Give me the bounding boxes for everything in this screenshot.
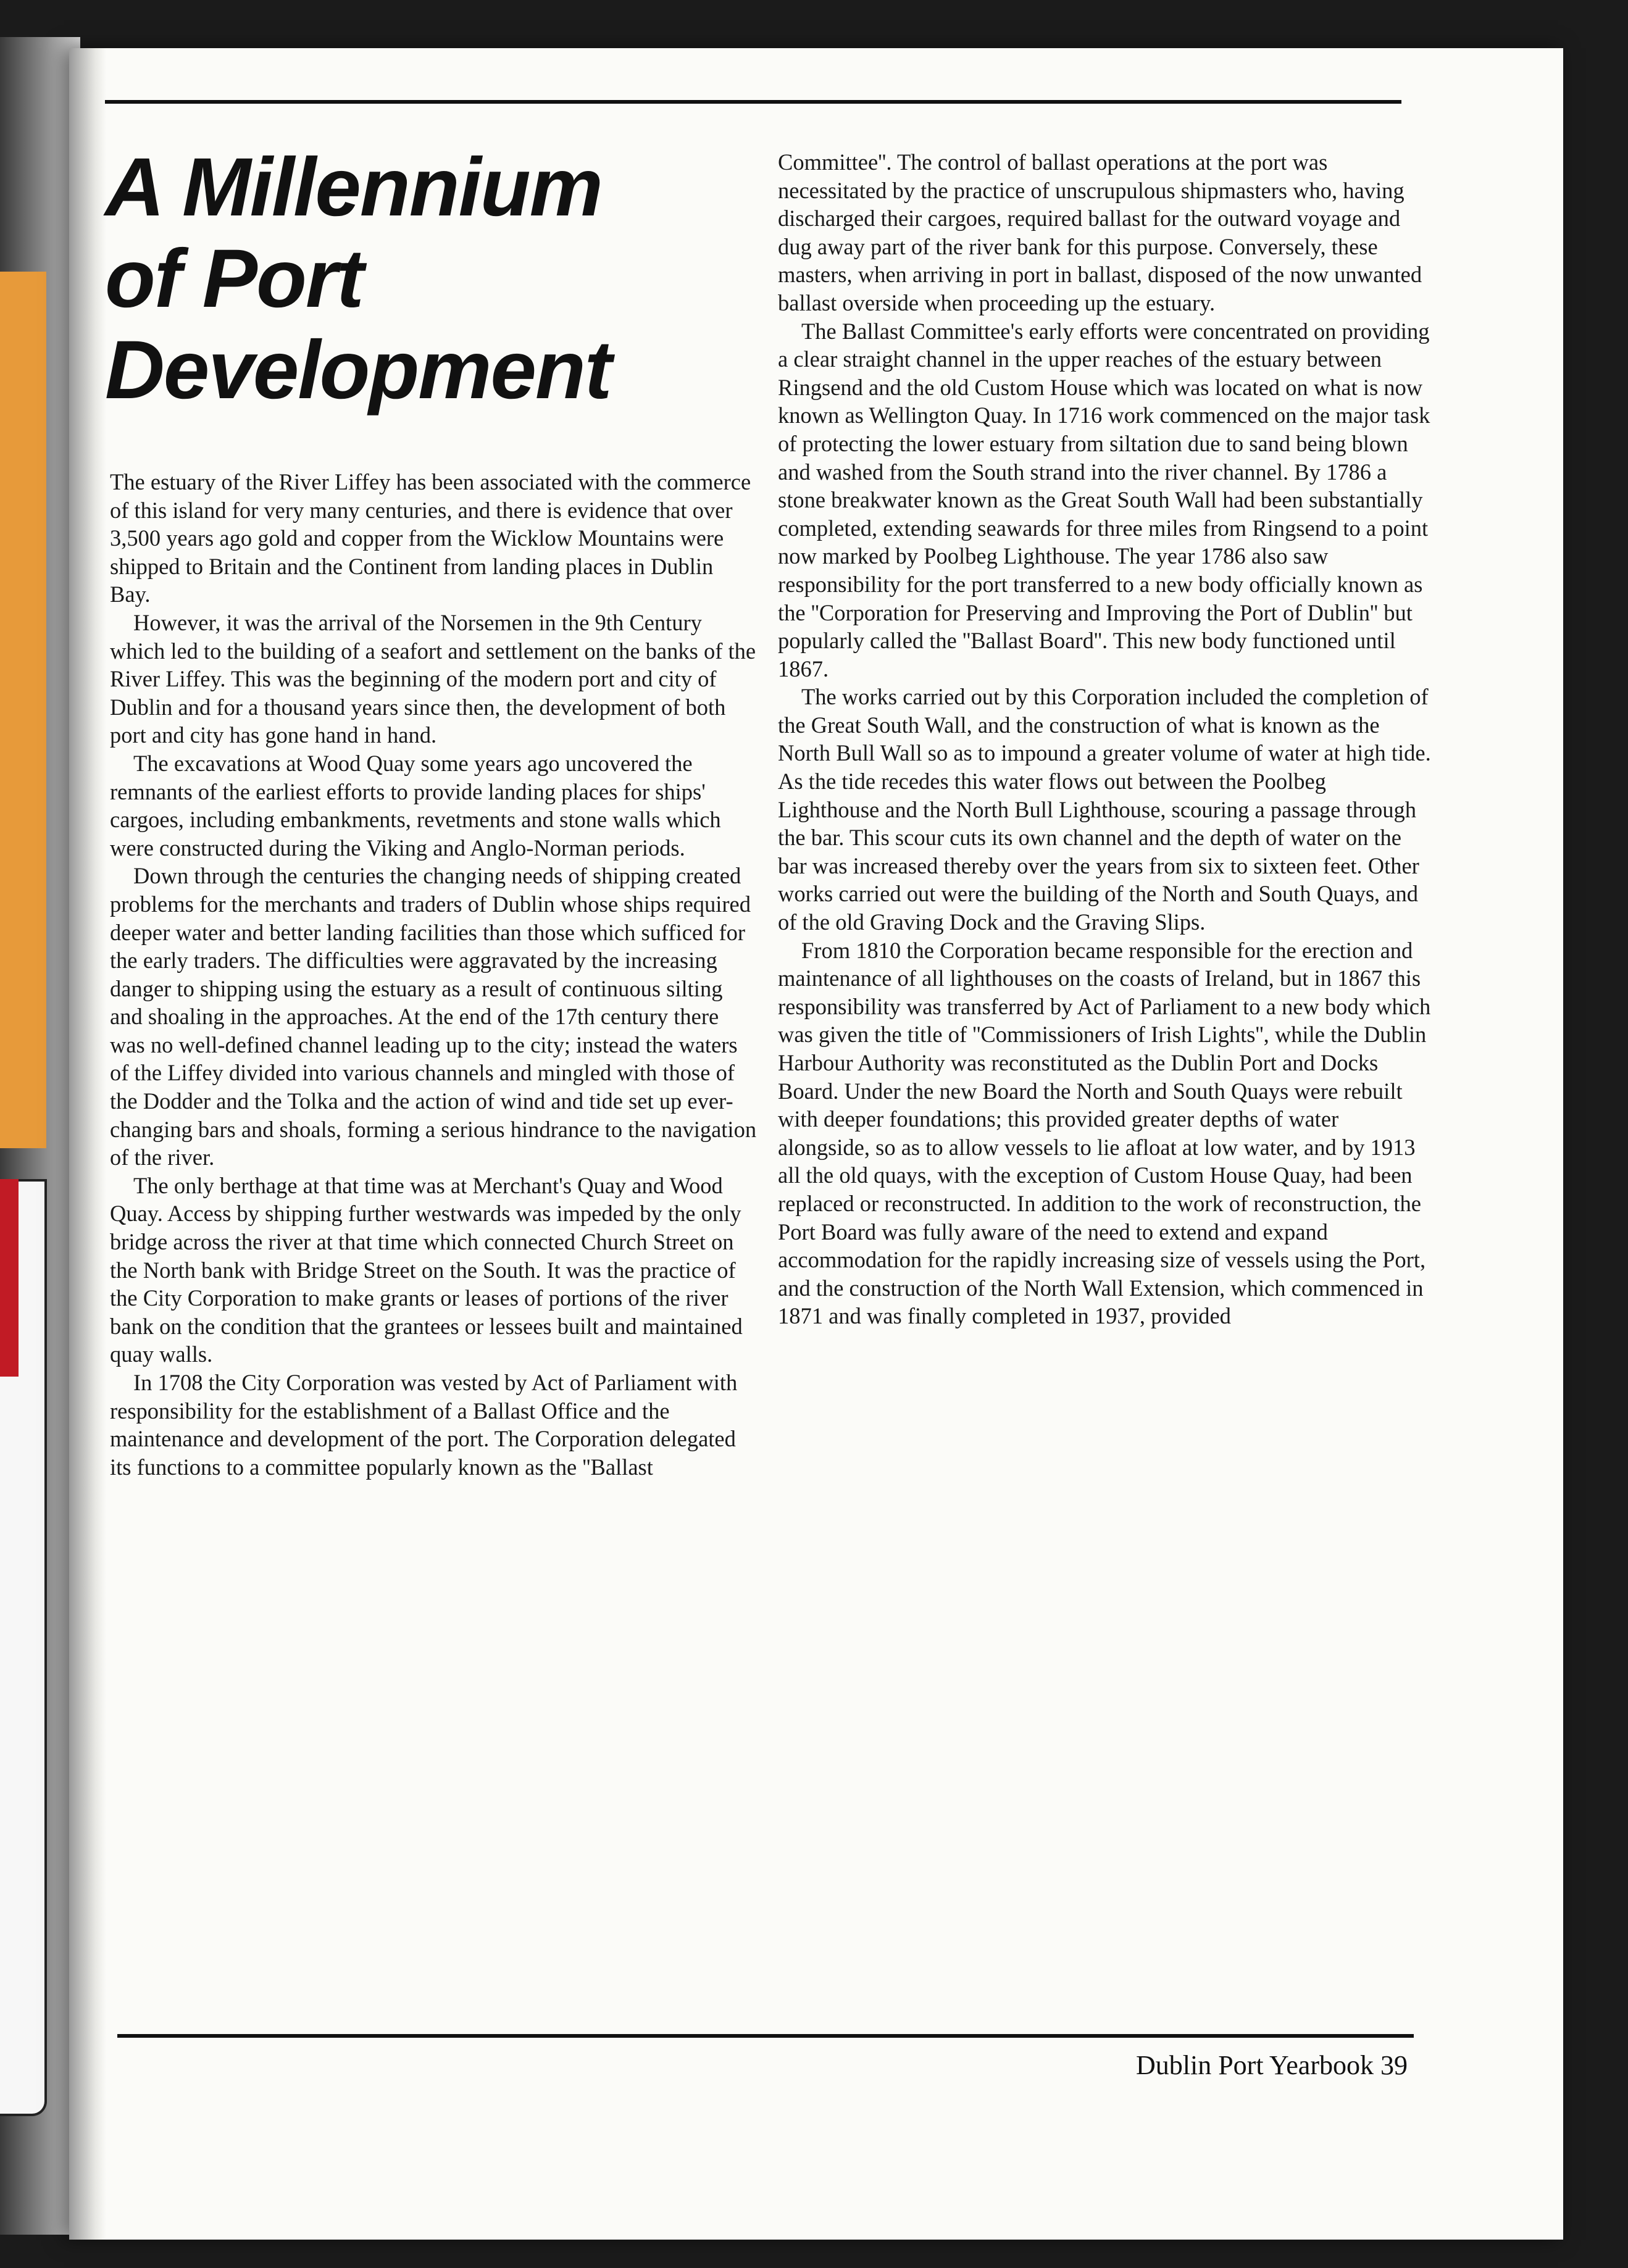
- page-footer: Dublin Port Yearbook 39: [1135, 2050, 1408, 2080]
- paragraph: From 1810 the Corporation became responsible for the erection and maintenance of all lighthouses on the coasts of Ireland, but in 1867 this responsibility was transferred by Act of Parliament to a new body which was given the title of ''Commissioners of Irish Lights'', while the Dublin Harbour Authority was reconstituted as the Dublin Port and Docks Board. Under the new Board the North and South Quays were rebuilt with deeper foundations; this provided greater depths of water alongside, so as to allow vessels to lie afloat at low water, and by 1913 all the old quays, with the exception of Custom House Quay, had been replaced or reconstructed. In addition to the work of reconstruction, the Port Board was fully aware of the need to extend and expand accommodation for the rapidly increasing size of vessels using the Port, and the construction of the North Wall Extension, which commenced in 1871 and was finally completed in 1937, provided: [778, 937, 1431, 1329]
- paragraph: However, it was the arrival of the Norsemen in the 9th Century which led to the building of a seafort and settlement on the banks of the River Liffey. This was the beginning of the modern port and city of Dublin and for a thousand years since then, the development of both port and city has gone hand in hand.: [110, 609, 756, 748]
- adjacent-page-red-tab: [0, 1179, 19, 1377]
- paragraph: The only berthage at that time was at Merchant's Quay and Wood Quay. Access by shipping further westwards was impeded by the only bridge across the river at that time which connected Church Street on the North bank with Bridge Street on the South. It was the practice of the City Corporation to make grants or leases of portions of the river bank on the condition that the grantees or lessees built and maintained quay walls.: [110, 1172, 743, 1367]
- title-line-2: of Port: [105, 233, 363, 325]
- article-title: [105, 142, 815, 416]
- right-text-column: [778, 148, 1432, 1330]
- paragraph: Down through the centuries the changing needs of shipping created problems for the merchants and traders of Dublin whose ships required deeper water and better landing facilities than those which sufficed for the early traders. The difficulties were aggravated by the increasing danger to shipping using the estuary as a result of continuous silting and shoaling in the approaches. At the end of the 17th century there was no well-defined channel leading up to the city; instead the waters of the Liffey divided into various channels and mingled with those of the Dodder and the Tolka and the action of wind and tide set up ever-changing bars and shoals, forming a serious hindrance to the navigation of the river.: [110, 863, 757, 1170]
- paragraph: Committee''. The control of ballast operations at the port was necessitated by the practice of unscrupulous shipmasters who, having discharged their cargoes, required ballast for the outward voyage and dug away part of the river bank for this purpose. Conversely, these masters, when arriving in port in ballast, disposed of the now unwanted ballast overside when proceeding up the estuary.: [778, 149, 1422, 315]
- paragraph: The works carried out by this Corporation included the completion of the Great South Wall, and the construction of what is known as the North Bull Wall so as to impound a greater volume of water at high tide. As the tide recedes this water flows out between the Poolbeg Lighthouse and the North Bull Lighthouse, scouring a passage through the bar. This scour cuts its own channel and the depth of water on the bar was increased thereby over the years from six to sixteen feet. Other works carried out were the building of the North and South Quays, and of the old Graving Dock and the Graving Slips.: [778, 684, 1431, 935]
- bottom-rule: [117, 2034, 1414, 2038]
- title-line-1: A Millennium: [105, 141, 602, 233]
- title-line-3: Development: [105, 324, 611, 416]
- page-spine-shadow: [69, 48, 106, 2240]
- paragraph: In 1708 the City Corporation was vested by Act of Parliament with responsibility for the establishment of a Ballast Office and the maintenance and development of the port. The Corporation delegated its functions to a committee popularly known as the ''Ballast: [110, 1370, 738, 1480]
- paragraph: The estuary of the River Liffey has been associated with the commerce of this island for very many centuries, and there is evidence that over 3,500 years ago gold and copper from the Wicklow Mountains were shipped to Britain and the Continent from landing places in Dublin Bay.: [110, 469, 751, 607]
- adjacent-page-edge: [0, 37, 80, 2235]
- paragraph: The excavations at Wood Quay some years ago uncovered the remnants of the earliest efforts to provide landing places for ships' cargoes, including embankments, revetments and stone walls which were constructed during the Viking and Anglo-Norman periods.: [110, 750, 721, 861]
- top-rule: [105, 100, 1401, 104]
- adjacent-page-orange-panel: [0, 272, 46, 1148]
- paragraph: The Ballast Committee's early efforts were concentrated on providing a clear straight channel in the upper reaches of the estuary between Ringsend and the old Custom House which was located on what is now known as Wellington Quay. In 1716 work commenced on the major task of protecting the lower estuary from siltation due to sand being blown and washed from the South strand into the river channel. By 1786 a stone breakwater known as the Great South Wall had been substantially completed, extending seawards for three miles from Ringsend to a point now marked by Poolbeg Lighthouse. The year 1786 also saw responsibility for the port transferred to a new body officially known as the ''Corporation for Preserving and Improving the Port of Dublin'' but popularly called the ''Ballast Board''. This new body functioned until 1867.: [778, 318, 1430, 682]
- left-text-column: [110, 468, 758, 1481]
